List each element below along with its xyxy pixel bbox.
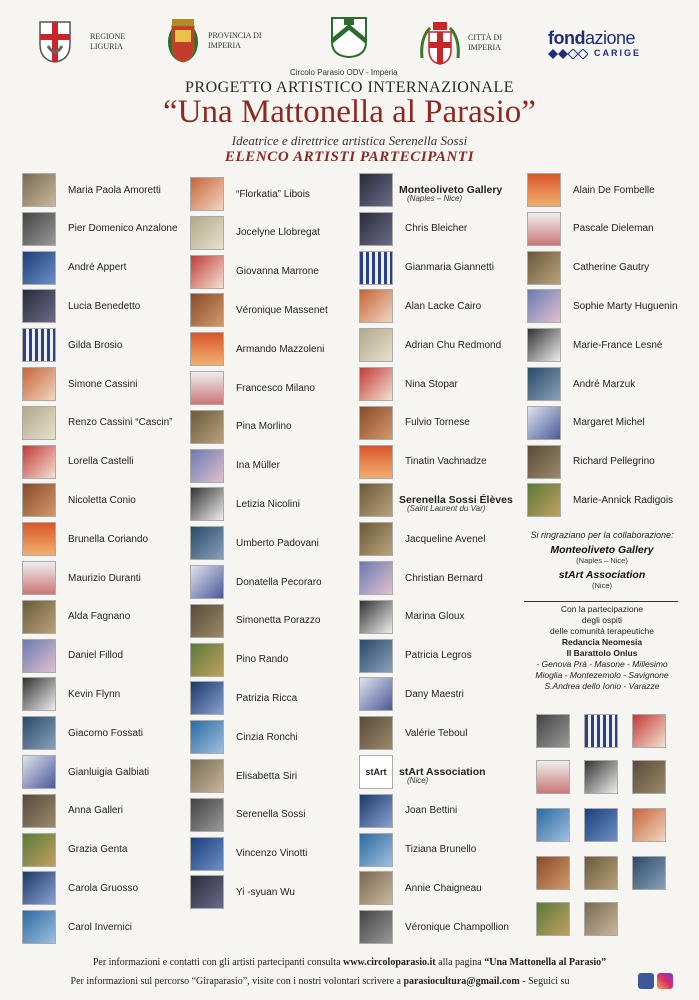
artist-name: “Florkatia” Libois xyxy=(236,188,310,200)
artist-row xyxy=(359,328,501,362)
website-link[interactable]: www.circoloparasio.it xyxy=(343,957,436,968)
artist-row xyxy=(359,639,472,673)
artist-name: Dany Maestri xyxy=(405,688,464,700)
artist-row xyxy=(359,910,509,944)
circolo-crest-icon xyxy=(330,16,368,58)
artist-row xyxy=(190,255,319,289)
group-location: (Nice) xyxy=(407,776,429,785)
artist-row xyxy=(527,445,655,479)
social-icons xyxy=(638,973,673,989)
artwork-thumbnail xyxy=(190,332,224,366)
artist-name: Carol Invernici xyxy=(68,921,132,933)
imperia-crest-icon xyxy=(420,18,460,68)
artist-name: Marie-France Lesné xyxy=(573,339,663,351)
community-tile xyxy=(632,714,666,748)
artist-name: Marie-Annick Radigois xyxy=(573,494,674,506)
artwork-thumbnail xyxy=(527,212,561,246)
artwork-thumbnail xyxy=(359,445,393,479)
artwork-thumbnail xyxy=(190,293,224,327)
artwork-thumbnail xyxy=(190,681,224,715)
artist-name: Catherine Gautry xyxy=(573,262,650,274)
artist-row xyxy=(22,483,136,517)
artist-name: Gilda Brosio xyxy=(68,339,123,351)
artist-name: Margaret Michel xyxy=(573,417,645,429)
artwork-thumbnail xyxy=(359,600,393,634)
artwork-thumbnail xyxy=(190,255,224,289)
artist-row xyxy=(22,639,123,673)
artist-name: Carola Gruosso xyxy=(68,882,139,894)
artist-name: Daniel Fillod xyxy=(68,650,124,662)
main-title: “Una Mattonella al Parasio” xyxy=(163,94,536,130)
artist-name: Maurizio Duranti xyxy=(68,572,141,584)
community-tile xyxy=(536,856,570,890)
community-tile xyxy=(632,808,666,842)
artwork-thumbnail xyxy=(22,212,56,246)
artist-name: Giacomo Fossati xyxy=(68,727,144,739)
artwork-thumbnail xyxy=(527,367,561,401)
artist-name: Serenella Sossi xyxy=(236,809,306,821)
artwork-thumbnail xyxy=(22,794,56,828)
participation-line: Con la partecipazione xyxy=(560,604,644,614)
artist-name: Donatella Pecoraro xyxy=(236,576,322,588)
regione-liguria-logo xyxy=(38,20,125,64)
artwork-thumbnail xyxy=(359,639,393,673)
artwork-thumbnail xyxy=(22,871,56,905)
artwork-thumbnail xyxy=(359,212,393,246)
artwork-thumbnail xyxy=(359,833,393,867)
artist-name: Umberto Padovani xyxy=(236,537,319,549)
artist-row xyxy=(359,251,494,285)
artist-name: Anna Galleri xyxy=(68,805,124,817)
artist-name: Nina Stopar xyxy=(405,378,458,390)
artist-name: Tinatin Vachnadze xyxy=(405,456,487,468)
provincia-crest-icon xyxy=(166,16,200,66)
artwork-thumbnail xyxy=(22,561,56,595)
artist-row xyxy=(359,289,481,323)
artist-name: Joan Bettini xyxy=(405,805,458,817)
artwork-thumbnail xyxy=(22,367,56,401)
artist-name: Gianmaria Giannetti xyxy=(405,262,494,274)
artist-name: Pino Rando xyxy=(236,654,289,666)
artwork-thumbnail xyxy=(190,643,224,677)
artwork-thumbnail xyxy=(22,716,56,750)
artist-name: Vincenzo Vinotti xyxy=(236,848,308,860)
artist-name: Elisabetta Siri xyxy=(236,770,298,782)
community-tile xyxy=(536,808,570,842)
artist-row xyxy=(190,604,321,638)
artist-name: Cinzia Ronchi xyxy=(236,731,298,743)
artist-row xyxy=(22,445,134,479)
artwork-thumbnail xyxy=(22,755,56,789)
artist-row xyxy=(22,794,123,828)
carige-text: CARIGE xyxy=(594,48,642,58)
artist-row xyxy=(190,526,319,560)
artist-name: Alda Fagnano xyxy=(68,611,131,623)
artist-row xyxy=(190,798,305,832)
artist-name: Jacqueline Avenel xyxy=(405,533,486,545)
artist-row xyxy=(22,833,127,867)
group-name: Serenella Sossi Élèves xyxy=(399,494,513,507)
artist-row xyxy=(527,483,673,517)
artwork-thumbnail xyxy=(527,445,561,479)
artist-name: Adrian Chu Redmond xyxy=(405,339,502,351)
artist-name: Simonetta Porazzo xyxy=(236,615,321,627)
diamonds-icon xyxy=(548,49,588,59)
fondazione-bold: fond xyxy=(548,28,585,48)
community-tile xyxy=(584,714,618,748)
artwork-thumbnail xyxy=(22,600,56,634)
artist-row xyxy=(527,173,655,207)
artist-row xyxy=(190,681,297,715)
artist-name: Véronique Champollion xyxy=(405,921,509,933)
artist-row xyxy=(359,445,487,479)
artwork-thumbnail xyxy=(22,639,56,673)
footer-line-2 xyxy=(0,976,640,987)
thanks-org-1: Monteoliveto Gallery xyxy=(550,544,654,556)
citta-imperia-logo xyxy=(420,18,502,68)
citta-label: CITTÀ DI IMPERIA xyxy=(468,33,502,52)
participation-community: Il Barattolo Onlus xyxy=(566,648,638,658)
artist-name: Chris Bleicher xyxy=(405,223,468,235)
community-tile xyxy=(536,760,570,794)
artist-row xyxy=(359,212,467,246)
artwork-thumbnail xyxy=(527,483,561,517)
fondazione-regular: azione xyxy=(584,28,636,48)
artist-name: Lorella Castelli xyxy=(68,456,134,468)
artist-row xyxy=(22,716,143,750)
artist-name: Kevin Flynn xyxy=(68,688,121,700)
artist-row xyxy=(190,216,320,250)
participation-place: - Genova Prà - Masone - Millesimo xyxy=(536,659,668,669)
artist-name: Tiziana Brunello xyxy=(405,844,477,856)
artist-row xyxy=(359,677,464,711)
artwork-thumbnail xyxy=(22,833,56,867)
artist-name: Sophie Marty Huguenin xyxy=(573,300,678,312)
artist-row xyxy=(22,212,178,246)
artwork-thumbnail xyxy=(359,289,393,323)
project-heading: PROGETTO ARTISTICO INTERNAZIONALE xyxy=(185,79,514,96)
artist-row xyxy=(22,871,138,905)
artist-row xyxy=(190,643,288,677)
fondazione-wordmark xyxy=(548,28,641,49)
artwork-thumbnail xyxy=(527,251,561,285)
artwork-thumbnail xyxy=(22,251,56,285)
artwork-thumbnail xyxy=(359,251,393,285)
artwork-thumbnail xyxy=(190,604,224,638)
artist-name: Simone Cassini xyxy=(68,378,138,390)
artist-row xyxy=(22,522,148,556)
artist-row xyxy=(359,794,457,828)
footer-text: Per informazioni sul percorso “Giraparasio”, visite con i nostri volontari scrivere a xyxy=(70,976,404,987)
participation-line: degli ospiti xyxy=(581,615,623,625)
community-tile xyxy=(632,760,666,794)
artist-row xyxy=(190,293,328,327)
artist-row xyxy=(22,289,140,323)
artist-row xyxy=(22,600,130,634)
artwork-thumbnail xyxy=(190,449,224,483)
artist-name: Giovanna Marrone xyxy=(236,266,319,278)
liguria-crest-icon xyxy=(38,20,72,64)
artist-row xyxy=(190,565,322,599)
community-tile xyxy=(584,856,618,890)
artist-row xyxy=(22,561,141,595)
artist-row xyxy=(527,251,649,285)
artist-name: Pascale Dieleman xyxy=(573,223,654,235)
artist-row xyxy=(527,406,645,440)
community-tile xyxy=(632,856,666,890)
artist-row xyxy=(190,837,307,871)
fondazione-carige-logo xyxy=(548,28,641,59)
artist-row xyxy=(190,371,315,405)
artwork-thumbnail xyxy=(190,371,224,405)
artwork-thumbnail xyxy=(359,794,393,828)
artwork-thumbnail xyxy=(359,367,393,401)
thanks-org-2-sub: (Nice) xyxy=(592,581,612,590)
artwork-thumbnail xyxy=(359,871,393,905)
participation-block xyxy=(522,604,682,692)
artist-name: Marina Gloux xyxy=(405,611,465,623)
artwork-thumbnail xyxy=(527,406,561,440)
artist-row xyxy=(359,871,482,905)
artist-row xyxy=(190,332,324,366)
artist-row xyxy=(22,328,122,362)
artist-name: André Marzuk xyxy=(573,378,636,390)
artist-name: Patricia Legros xyxy=(405,650,472,662)
facebook-icon[interactable] xyxy=(638,973,654,989)
artist-name: Ina Müller xyxy=(236,460,280,472)
artwork-thumbnail xyxy=(359,677,393,711)
artist-name: Francesco Milano xyxy=(236,382,315,394)
circolo-caption: Circolo Parasio ODV - Imperia xyxy=(290,68,398,77)
artist-row xyxy=(527,328,662,362)
group-location: (Naples – Nice) xyxy=(407,194,463,203)
artwork-thumbnail xyxy=(190,875,224,909)
artwork-thumbnail xyxy=(190,759,224,793)
artist-row xyxy=(190,410,292,444)
artist-name: Gianluigia Galbiati xyxy=(68,766,150,778)
artist-name: Pier Domenico Anzalone xyxy=(68,223,178,235)
footer-line-1 xyxy=(0,957,699,968)
artist-name: Alain De Fombelle xyxy=(573,184,655,196)
participation-line: delle comunità terapeutiche xyxy=(550,626,654,636)
footer-text: alla pagina xyxy=(435,957,485,968)
artwork-thumbnail xyxy=(190,837,224,871)
community-tile xyxy=(584,760,618,794)
provincia-label: PROVINCIA DI IMPERIA xyxy=(208,31,262,50)
footer-text: Per informazioni e contatti con gli artisti partecipanti consulta xyxy=(92,957,344,968)
page-title-link: “Una Mattonella al Parasio” xyxy=(484,957,607,968)
artist-row xyxy=(190,487,300,521)
director-line: Ideatrice e direttrice artistica Serenella Sossi xyxy=(231,133,468,148)
artist-name: Pina Morlino xyxy=(236,421,292,433)
artist-name: Lucia Benedetto xyxy=(68,300,141,312)
artist-name: Armando Mazzoleni xyxy=(236,343,325,355)
artwork-thumbnail xyxy=(359,406,393,440)
artist-row xyxy=(190,875,295,909)
thanks-intro: Si ringraziano per la collaborazione: xyxy=(530,530,674,540)
artists-list-heading: ELENCO ARTISTI PARTECIPANTI xyxy=(224,149,475,165)
provincia-imperia-logo xyxy=(166,16,262,66)
group-name: stArt Association xyxy=(399,766,486,778)
artist-row xyxy=(527,367,635,401)
artwork-thumbnail xyxy=(22,406,56,440)
thanks-org-1-sub: (Naples – Nice) xyxy=(576,556,628,565)
artwork-thumbnail xyxy=(527,328,561,362)
artwork-thumbnail xyxy=(22,289,56,323)
artwork-thumbnail xyxy=(22,445,56,479)
artist-row xyxy=(22,251,126,285)
thanks-block xyxy=(522,530,682,590)
community-tile xyxy=(536,902,570,936)
artist-name: Valérie Teboul xyxy=(405,727,468,739)
regione-label: REGIONE LIGURIA xyxy=(90,32,126,51)
artwork-thumbnail xyxy=(22,910,56,944)
artwork-thumbnail xyxy=(22,328,56,362)
artwork-thumbnail xyxy=(22,173,56,207)
footer-text: - Seguici su xyxy=(519,976,570,987)
artwork-thumbnail xyxy=(190,526,224,560)
artist-row xyxy=(359,600,464,634)
artist-name: André Appert xyxy=(68,262,127,274)
artwork-thumbnail xyxy=(359,561,393,595)
artwork-thumbnail xyxy=(190,720,224,754)
artist-row xyxy=(22,910,132,944)
artwork-thumbnail xyxy=(22,483,56,517)
community-tile xyxy=(584,808,618,842)
artist-name: Grazia Genta xyxy=(68,844,128,856)
carige-row xyxy=(548,49,641,59)
artist-row xyxy=(527,212,654,246)
artist-row xyxy=(359,833,476,867)
group-name: Monteoliveto Gallery xyxy=(399,184,503,196)
artist-row xyxy=(22,406,172,440)
thanks-org-2: stArt Association xyxy=(558,569,646,581)
artist-row xyxy=(359,367,458,401)
artwork-thumbnail xyxy=(190,410,224,444)
artist-row xyxy=(190,720,298,754)
artist-row xyxy=(359,716,467,750)
artist-name: Jocelyne Llobregat xyxy=(236,227,320,239)
artist-name: Christian Bernard xyxy=(405,572,483,584)
artist-row xyxy=(359,561,483,595)
email-link[interactable]: parasiocultura@gmail.com xyxy=(403,976,520,987)
artist-name: Richard Pellegrino xyxy=(573,456,655,468)
artwork-thumbnail xyxy=(190,798,224,832)
artist-name: Renzo Cassini “Cascin” xyxy=(68,417,173,429)
artist-name: Yi -syuan Wu xyxy=(236,886,295,898)
logos-bar xyxy=(0,14,699,76)
community-tile xyxy=(536,714,570,748)
artist-row xyxy=(190,759,297,793)
participation-community: Redancia Neomesia xyxy=(561,637,643,647)
circolo-parasio-logo xyxy=(330,16,368,58)
artist-name: Alan Lacke Cairo xyxy=(405,300,482,312)
artwork-thumbnail xyxy=(359,522,393,556)
artist-name: Véronique Massenet xyxy=(236,304,328,316)
artist-name: Letizia Nicolini xyxy=(236,498,300,510)
artist-name: Brunella Coriando xyxy=(68,533,149,545)
artwork-thumbnail xyxy=(359,328,393,362)
divider xyxy=(524,601,678,602)
artist-row xyxy=(190,177,310,211)
artwork-thumbnail xyxy=(190,487,224,521)
artist-name: Maria Paola Amoretti xyxy=(68,184,161,196)
artist-name: Patrizia Ricca xyxy=(236,692,298,704)
group-logo xyxy=(359,483,393,517)
participation-place: S.Andrea dello Ionio - Varazze xyxy=(544,681,660,691)
artist-row xyxy=(190,449,280,483)
group-location: (Saint Laurent du Var) xyxy=(407,504,486,514)
artwork-thumbnail xyxy=(527,289,561,323)
artist-row xyxy=(359,406,470,440)
artist-name: Fulvio Tornese xyxy=(405,417,470,429)
artist-row xyxy=(22,173,161,207)
artwork-thumbnail xyxy=(190,565,224,599)
artwork-thumbnail xyxy=(22,677,56,711)
artist-name: Annie Chaigneau xyxy=(405,882,482,894)
artist-row xyxy=(527,289,678,323)
artwork-thumbnail xyxy=(359,716,393,750)
instagram-icon[interactable] xyxy=(657,973,673,989)
participation-place: Mioglia - Montezemolo - Savignone xyxy=(535,670,669,680)
community-tile xyxy=(584,902,618,936)
artwork-thumbnail xyxy=(359,910,393,944)
artist-row xyxy=(22,367,137,401)
group-logo: stArt xyxy=(359,755,393,789)
artwork-thumbnail xyxy=(22,522,56,556)
artist-name: Nicoletta Conio xyxy=(68,494,136,506)
group-logo xyxy=(359,173,393,207)
artist-row xyxy=(22,677,120,711)
artist-row xyxy=(359,522,485,556)
artwork-thumbnail xyxy=(527,173,561,207)
artist-row xyxy=(22,755,149,789)
artwork-thumbnail xyxy=(190,177,224,211)
artwork-thumbnail xyxy=(190,216,224,250)
